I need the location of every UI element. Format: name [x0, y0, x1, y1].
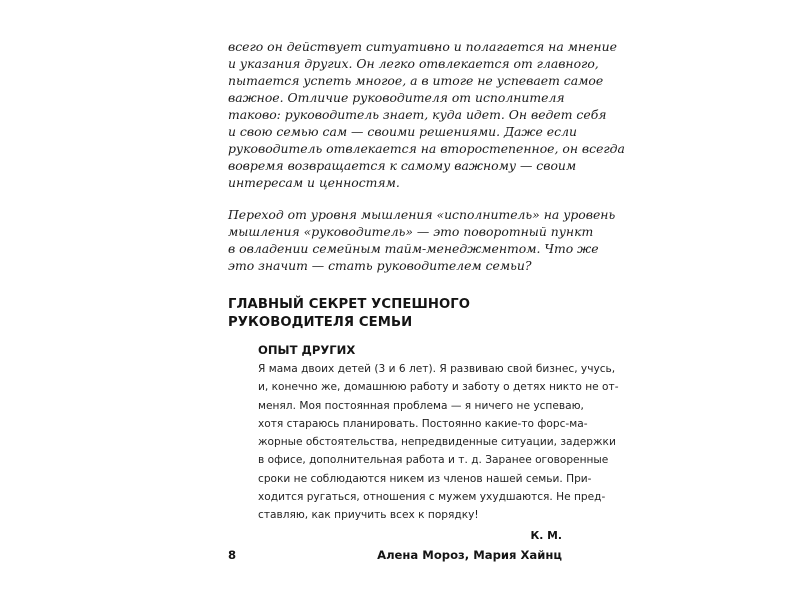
text-line: и указания других. Он легко отвлекается от главного,: [228, 56, 599, 71]
sidebar-quote: [258, 360, 619, 525]
text-line: мышления «руководитель» — это поворотный пункт: [228, 224, 594, 239]
text-line: и свою семью сам — своими решениями. Даже если: [228, 124, 577, 139]
others-experience-box: [258, 342, 619, 543]
heading-line: ГЛАВНЫЙ СЕКРЕТ УСПЕШНОГО: [228, 297, 471, 312]
running-footer-authors: Алена Мороз, Мария Хайнц: [377, 548, 562, 562]
text-line: всего он действует ситуативно и полагается на мнение: [228, 39, 617, 54]
body-paragraph-2: [228, 206, 616, 274]
quote-line: Я мама двоих детей (3 и 6 лет). Я развиваю свой бизнес, учусь,: [258, 363, 616, 375]
quote-line: ставляю, как приучить всех к порядку!: [258, 509, 479, 522]
body-paragraph-1: [228, 38, 625, 191]
text-line: в овладении семейным тайм-менеджментом. Что же: [228, 241, 599, 256]
section-heading: [228, 296, 470, 332]
quote-line: ходится ругаться, отношения с мужем ухудшаются. Не пред-: [258, 491, 606, 504]
text-line: важное. Отличие руководителя от исполнителя: [228, 90, 565, 105]
heading-line: РУКОВОДИТЕЛЯ СЕМЬИ: [228, 315, 413, 330]
quote-line: и, конечно же, домашнюю работу и заботу о детях никто не от-: [258, 381, 619, 394]
text-line: Переход от уровня мышления «исполнитель» на уровень: [228, 207, 616, 222]
quote-line: сроки не соблюдаются никем из членов нашей семьи. При-: [258, 472, 592, 485]
text-line: таково: руководитель знает, куда идет. Он ведет себя: [228, 107, 607, 122]
text-line: вовремя возвращается к самому важному — своим: [228, 158, 577, 173]
quote-signature: К. М.: [530, 528, 562, 542]
quote-line: жорные обстоятельства, непредвиденные ситуации, задержки: [258, 436, 616, 449]
quote-line: менял. Моя постоянная проблема — я ничего не успеваю,: [258, 399, 584, 412]
text-line: руководитель отвлекается на второстепенное, он всегда: [228, 141, 625, 156]
text-line: это значит — стать руководителем семьи?: [228, 258, 532, 273]
quote-line: хотя стараюсь планировать. Постоянно какие-то форс-ма-: [258, 417, 588, 430]
text-line: пытается успеть многое, а в итоге не успевает самое: [228, 73, 604, 88]
sidebar-title: ОПЫТ ДРУГИХ: [258, 343, 356, 357]
text-line: интересам и ценностям.: [228, 175, 400, 190]
page-number: 8: [228, 548, 237, 562]
quote-line: в офисе, дополнительная работа и т. д. Заранее оговоренные: [258, 454, 609, 467]
